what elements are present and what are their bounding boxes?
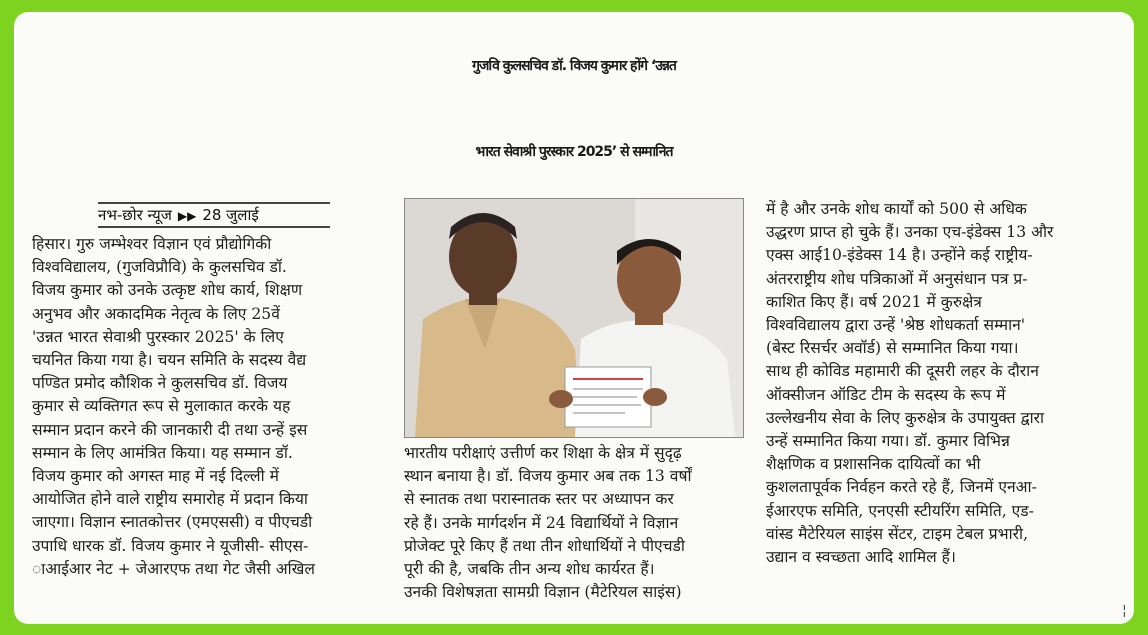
dateline-source: नभ-छोर न्यूज — [98, 206, 172, 224]
article-line: चयनित किया गया है। चयन समिति के सदस्य वैद्य — [32, 351, 307, 370]
article-line: उनकी विशेषज्ञता सामग्री विज्ञान (मैटेरियल साइंस) — [404, 583, 682, 602]
article-line: सम्मान के लिए आमंत्रित किया। यह सम्मान डॉ. — [32, 443, 293, 462]
article-line: भारतीय परीक्षाएं उत्तीर्ण कर शिक्षा के क्षेत्र में सुदृढ़ — [404, 444, 682, 462]
article-line: आयोजित होने वाले राष्ट्रीय समारोह में प्रदान किया — [32, 490, 308, 509]
corner-mark-icon: ╎ — [1120, 604, 1128, 618]
article-line: उद्यान व स्वच्छता आदि शामिल हैं। — [766, 548, 956, 567]
article-line: विजय कुमार को अगस्त माह में नई दिल्ली में — [32, 467, 279, 486]
article-line: अनुभव और अकादमिक नेतृत्व के लिए 25वें — [32, 304, 280, 323]
headline-line-1: गुजवि कुलसचिव डॉ. विजय कुमार होंगे ‘उन्नत — [472, 58, 676, 74]
article-line: ऑक्सीजन ऑडिट टीम के सदस्य के रूप में — [766, 385, 1006, 404]
article-line: जाएगा। विज्ञान स्नातकोत्तर (एमएससी) व पीएचडी — [32, 513, 313, 532]
dateline — [98, 202, 330, 228]
article-line: वांस्ड मैटेरियल साइंस सेंटर, टाइम टेबल प्रभारी, — [766, 524, 1029, 543]
article-column-2 — [404, 442, 746, 604]
article-line: विश्वविद्यालय द्वारा उन्हें 'श्रेष्ठ शोधकर्ता सम्मान' — [766, 316, 1026, 335]
article-line: साथ ही कोविड महामारी की दूसरी लहर के दौरान — [766, 362, 1039, 381]
article-line: कुशलतापूर्वक निर्वहन करते रहे हैं, जिनमें एनआ- — [766, 478, 1037, 497]
article-line: उल्लेखनीय सेवा के लिए कुरुक्षेत्र के उपायुक्त द्वारा — [766, 408, 1045, 427]
news-photo — [404, 198, 744, 438]
article-column-1 — [32, 233, 394, 581]
article-line: पण्डित प्रमोद कौशिक ने कुलसचिव डॉ. विजय — [32, 374, 288, 393]
article-column-3 — [766, 198, 1118, 569]
article-line: से स्नातक तथा परास्नातक स्तर पर अध्यापन कर — [404, 490, 674, 509]
headline-line-2: भारत सेवाश्री पुरस्कार 2025’ से सम्मानित — [475, 144, 673, 160]
article-line: ाआईआर नेट + जेआरएफ तथा गेट जैसी अखिल — [32, 559, 315, 578]
article-line: उन्हें सम्मानित किया गया। डॉ. कुमार विभिन्न — [766, 432, 1010, 451]
newspaper-clipping — [14, 12, 1134, 624]
article-line: काशित किए हैं। वर्ष 2021 में कुरुक्षेत्र — [766, 292, 982, 311]
article-line: प्रोजेक्ट पूरे किए हैं तथा तीन शोधार्थियों ने पीएचडी — [404, 536, 685, 555]
article-line: हिसार। गुरु जम्भेश्वर विज्ञान एवं प्रौद्योगिकी — [32, 235, 272, 253]
article-line: में है और उनके शोध कार्यों को 500 से अधिक — [766, 200, 1027, 218]
article-line: सम्मान प्रदान करने की जानकारी दी तथा उन्हें इस — [32, 420, 308, 439]
article-line: कुमार से व्यक्तिगत रूप से मुलाकात करके यह — [32, 397, 291, 416]
article-line: अंतरराष्ट्रीय शोध पत्रिकाओं में अनुसंधान पत्र प्र- — [766, 269, 1028, 288]
article-line: विश्वविद्यालय, (गुजविप्रौवि) के कुलसचिव डॉ. — [32, 258, 287, 277]
article-line: शैक्षणिक व प्रशासनिक दायित्वों का भी — [766, 455, 981, 474]
article-line: ईआरएफ समिति, एनएसी स्टीयरिंग समिति, एड- — [766, 501, 1034, 520]
article-line: 'उन्नत भारत सेवाश्री पुरस्कार 2025' के लिए — [32, 327, 284, 346]
photo-illustration — [405, 199, 743, 437]
article-line: पूरी की है, जबकि तीन अन्य शोध कार्यरत हैं। — [404, 560, 655, 579]
article-line: रहे हैं। उनके मार्गदर्शन में 24 विद्यार्थियों ने विज्ञान — [404, 513, 679, 532]
article-line: उपाधि धारक डॉ. विजय कुमार ने यूजीसी- सीएस- — [32, 536, 309, 555]
article-line: एक्स आई10-इंडेक्स 14 है। उन्होंने कई राष्ट्रीय- — [766, 246, 1033, 265]
play-arrows-icon: ▶▶ — [177, 209, 197, 223]
article-line: विजय कुमार को उनके उत्कृष्ट शोध कार्य, शिक्षण — [32, 281, 303, 300]
dateline-date: 28 जुलाई — [202, 206, 259, 224]
article-line: स्थान बनाया है। डॉ. विजय कुमार अब तक 13 वर्षों — [404, 467, 692, 486]
article-line: उद्धरण प्राप्त हो चुके हैं। उनका एच-इंडेक्स 13 और — [766, 223, 1054, 242]
article-line: (बेस्ट रिसर्चर अवॉर्ड) से सम्मानित किया गया। — [766, 339, 1019, 358]
